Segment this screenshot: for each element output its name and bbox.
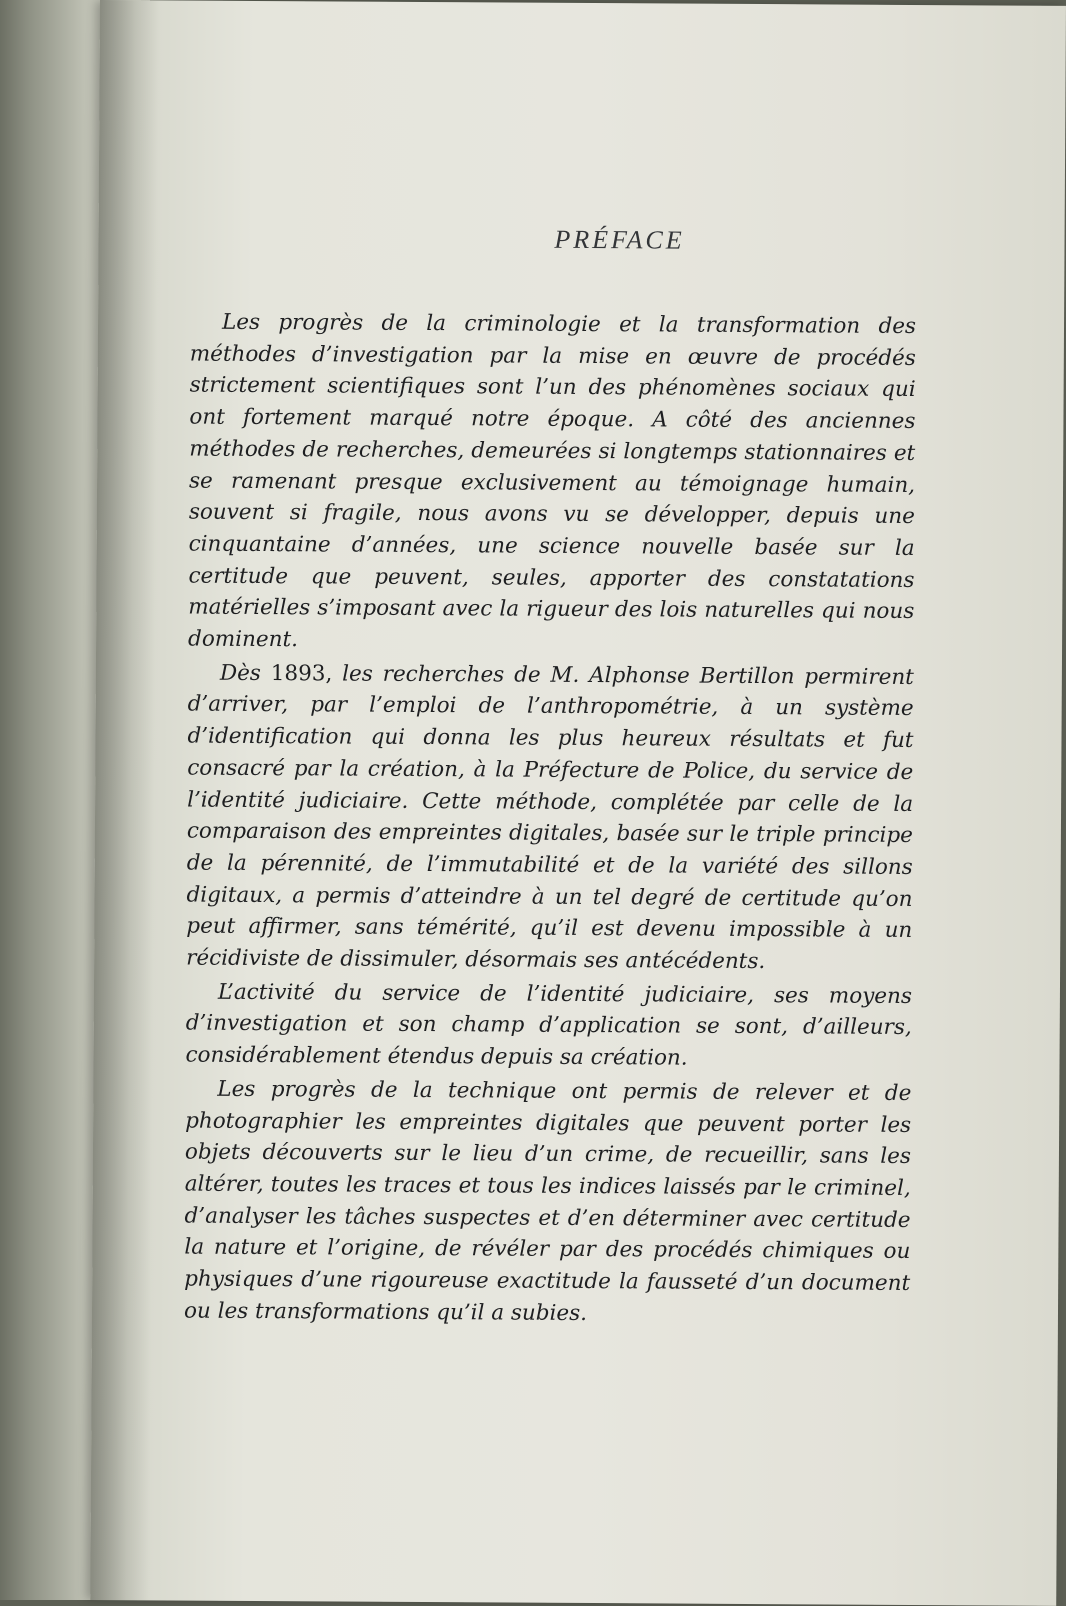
paragraph-2-text: les recherches de M. Alphonse Bertillon permirent d’arriver, par l’emploi de l’anthropométrie, à un système d’identification qui donna les plus heureux résultats et fut consacré par la création, à la Préfecture de Police, du service de l’identité judiciaire. Cette méthode, complétée par celle de la comparaison des empreintes digitales, basée sur le triple principe de la pérennité, de l’immutabilité et de la variété des sillons digitaux, a permis d’atteindre à un tel degré de certitude qu’on peut affirmer, sans témérité, qu’il est devenu impossible à un récidiviste de dissimuler, désormais ses antécédents. [186,661,914,975]
book-page [90,0,1066,1606]
paragraph-3 [185,976,912,1076]
paragraph-2-lead: Dès [219,660,261,686]
paragraph-4-text: Les progrès de la technique ont permis de relever et de photographier les empreintes digitales que peuvent porter les objets découverts sur le lieu d’un crime, de recueillir, sans les altérer, toutes les traces et tous les indices laissés par le criminel, d’analyser les tâches suspectes et d’en déterminer avec certitude la nature et l’origine, de révéler par des procédés chimiques ou physiques d’une rigoureuse exactitude la fausseté d’un document ou les transformations qu’il a subies. [183,1076,912,1326]
paragraph-2 [186,657,914,978]
page-title: PRÉFACE [554,224,685,255]
preface-body [184,307,916,1334]
paragraph-2-year: 1893, [270,660,333,687]
paragraph-1-text: Les progrès de la criminologie et la transformation des méthodes d’investigation par la mise en œuvre de procédés strictement scientifiques sont l’un des phénomènes sociaux qui ont fortement marqué notre époque. A côté des anciennes méthodes de recherches, demeurées si longtemps stationnaires et se ramenant presque exclusivement au témoignage humain, souvent si fragile, nous avons vu se développer, depuis une cinquantaine d’années, une science nouvelle basée sur la certitude que peuvent, seules, apporter des constatations matérielles s’imposant avec la rigueur des lois naturelles qui nous dominent. [188,309,917,653]
paragraph-1 [188,307,916,660]
paragraph-4 [184,1073,912,1331]
paragraph-3-text: L’activité du service de l’identité judiciaire, ses moyens d’investigation et son champ d’application se sont, d’ailleurs, considérablement étendus depuis sa création. [185,979,913,1071]
